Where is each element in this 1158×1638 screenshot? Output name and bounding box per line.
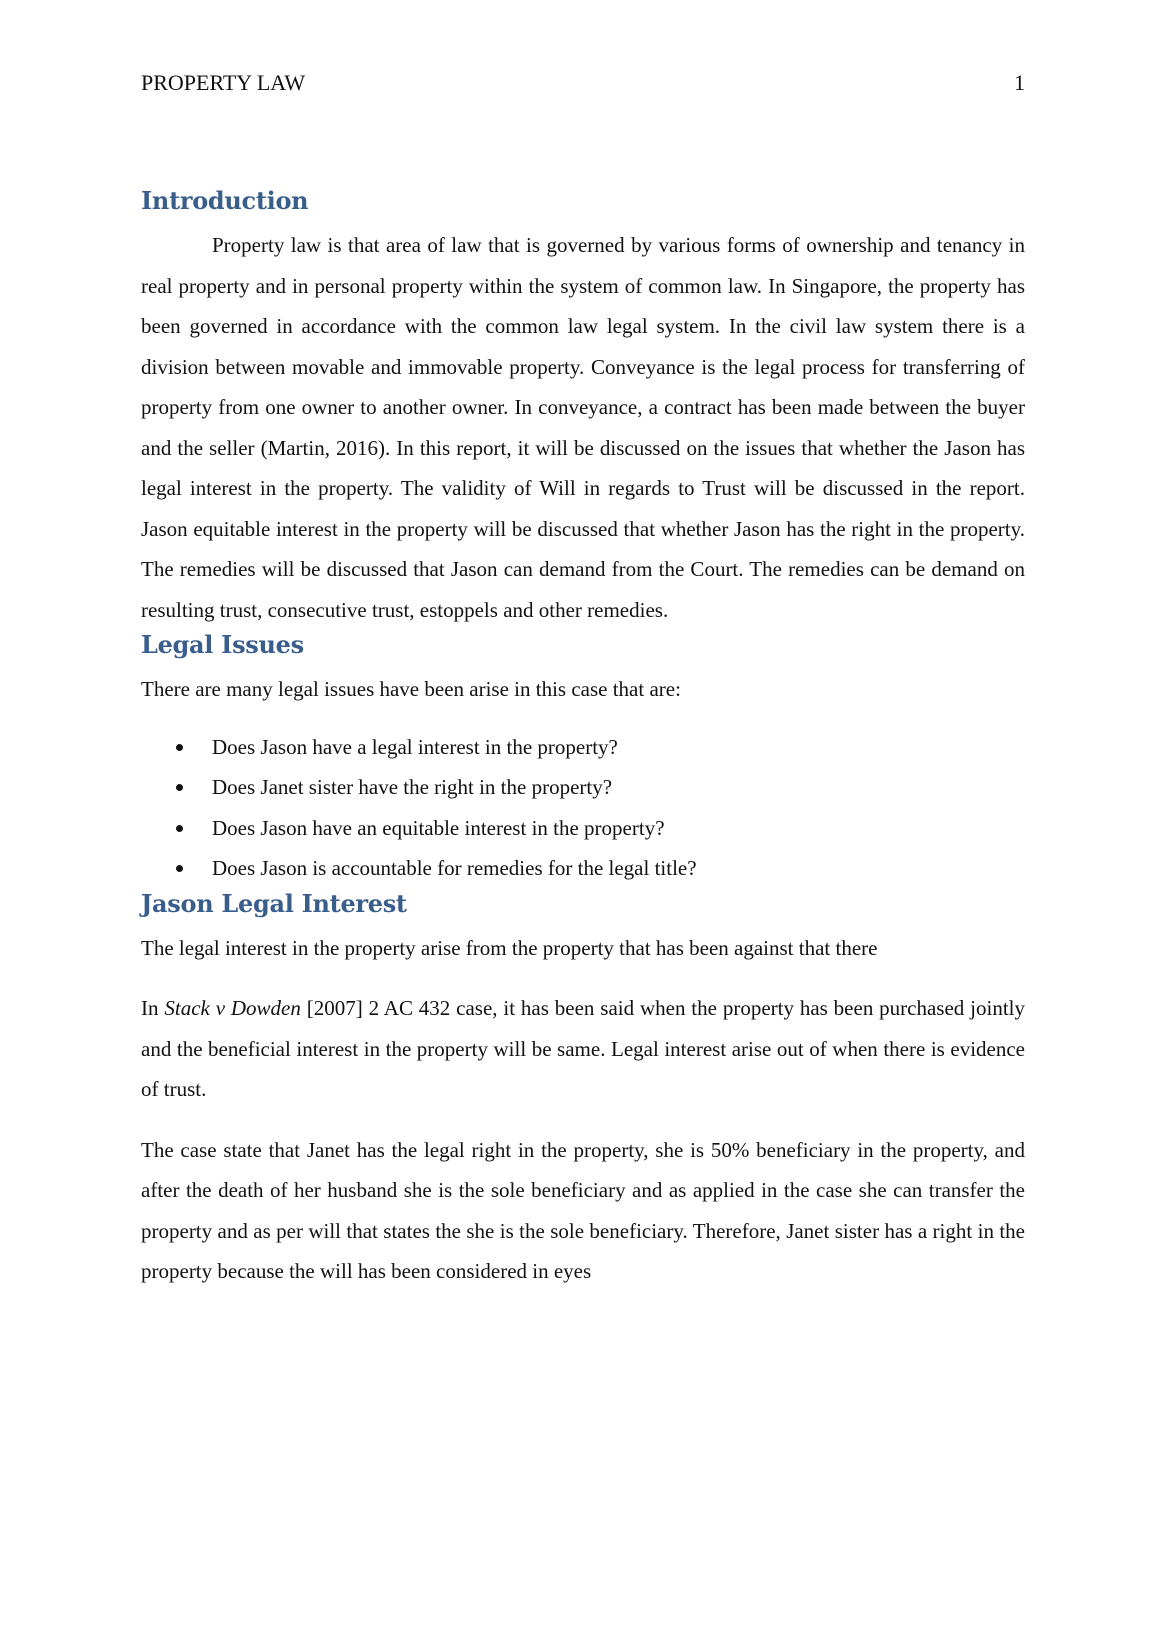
bullet-icon — [176, 744, 183, 751]
janet-right-paragraph: The case state that Janet has the legal right in the property, she is 50% beneficiary in the property, and after the death of her husband she is the sole beneficiary and as applied in the case she can transfer the property and as per will that states the she is the sole beneficiary. Therefore, Janet sister has a right in the property because the will has been considered in eyes — [141, 1137, 1025, 1283]
case-name: Stack v Dowden — [164, 996, 301, 1020]
bullet-icon — [176, 784, 183, 791]
list-item — [141, 767, 1025, 808]
list-item-text: Does Jason have an equitable interest in the property? — [212, 815, 665, 840]
list-item-text: Does Jason is accountable for remedies for the legal title? — [212, 856, 697, 880]
case-prefix: In — [141, 996, 165, 1020]
stack-v-dowden-paragraph — [141, 988, 1025, 1110]
case-text: [2007] 2 AC 432 case, it has been said when the property has been purchased jointly and the beneficial interest in the property will be same. Legal interest arise out of when there is evidence of trust. — [141, 996, 1025, 1101]
list-item-text: Does Jason have a legal interest in the property? — [212, 734, 618, 759]
running-header — [141, 68, 1025, 98]
list-item — [141, 848, 1025, 889]
legal-issues-lead: There are many legal issues have been arise in this case that are: — [141, 677, 681, 701]
introduction-paragraph: Property law is that area of law that is governed by various forms of ownership and tenancy in real property and in personal property within the system of common law. In Singapore, the property has been governed in accordance with the common law legal system. In the civil law system there is a division between movable and immovable property. Conveyance is the legal process for transferring of property from one owner to another owner. In conveyance, a contract has been made between the buyer and the seller (Martin, 2016). In this report, it will be discussed on the issues that whether the Jason has legal interest in the property. The validity of Will in regards to Trust will be discussed in the report. Jason equitable interest in the property will be discussed that whether Jason has the right in the property. The remedies will be discussed that Jason can demand from the Court. The remedies can be demand on resulting trust, consecutive trust, estoppels and other remedies. — [141, 233, 1025, 622]
document-body — [141, 186, 1025, 1292]
legal-issues-list — [141, 727, 1025, 889]
header-title: PROPERTY LAW — [141, 70, 306, 95]
bullet-icon — [176, 825, 183, 832]
list-item — [141, 727, 1025, 768]
jason-legal-interest-heading: Jason Legal Interest — [141, 888, 407, 918]
list-item-text: Does Janet sister have the right in the property? — [212, 775, 613, 799]
introduction-heading: Introduction — [141, 186, 309, 215]
jason-legal-interest-lead: The legal interest in the property arise from the property that has been against that there — [141, 935, 878, 960]
list-item — [141, 808, 1025, 849]
bullet-icon — [176, 865, 183, 872]
legal-issues-heading: Legal Issues — [141, 630, 304, 659]
page-number: 1 — [1014, 70, 1025, 95]
